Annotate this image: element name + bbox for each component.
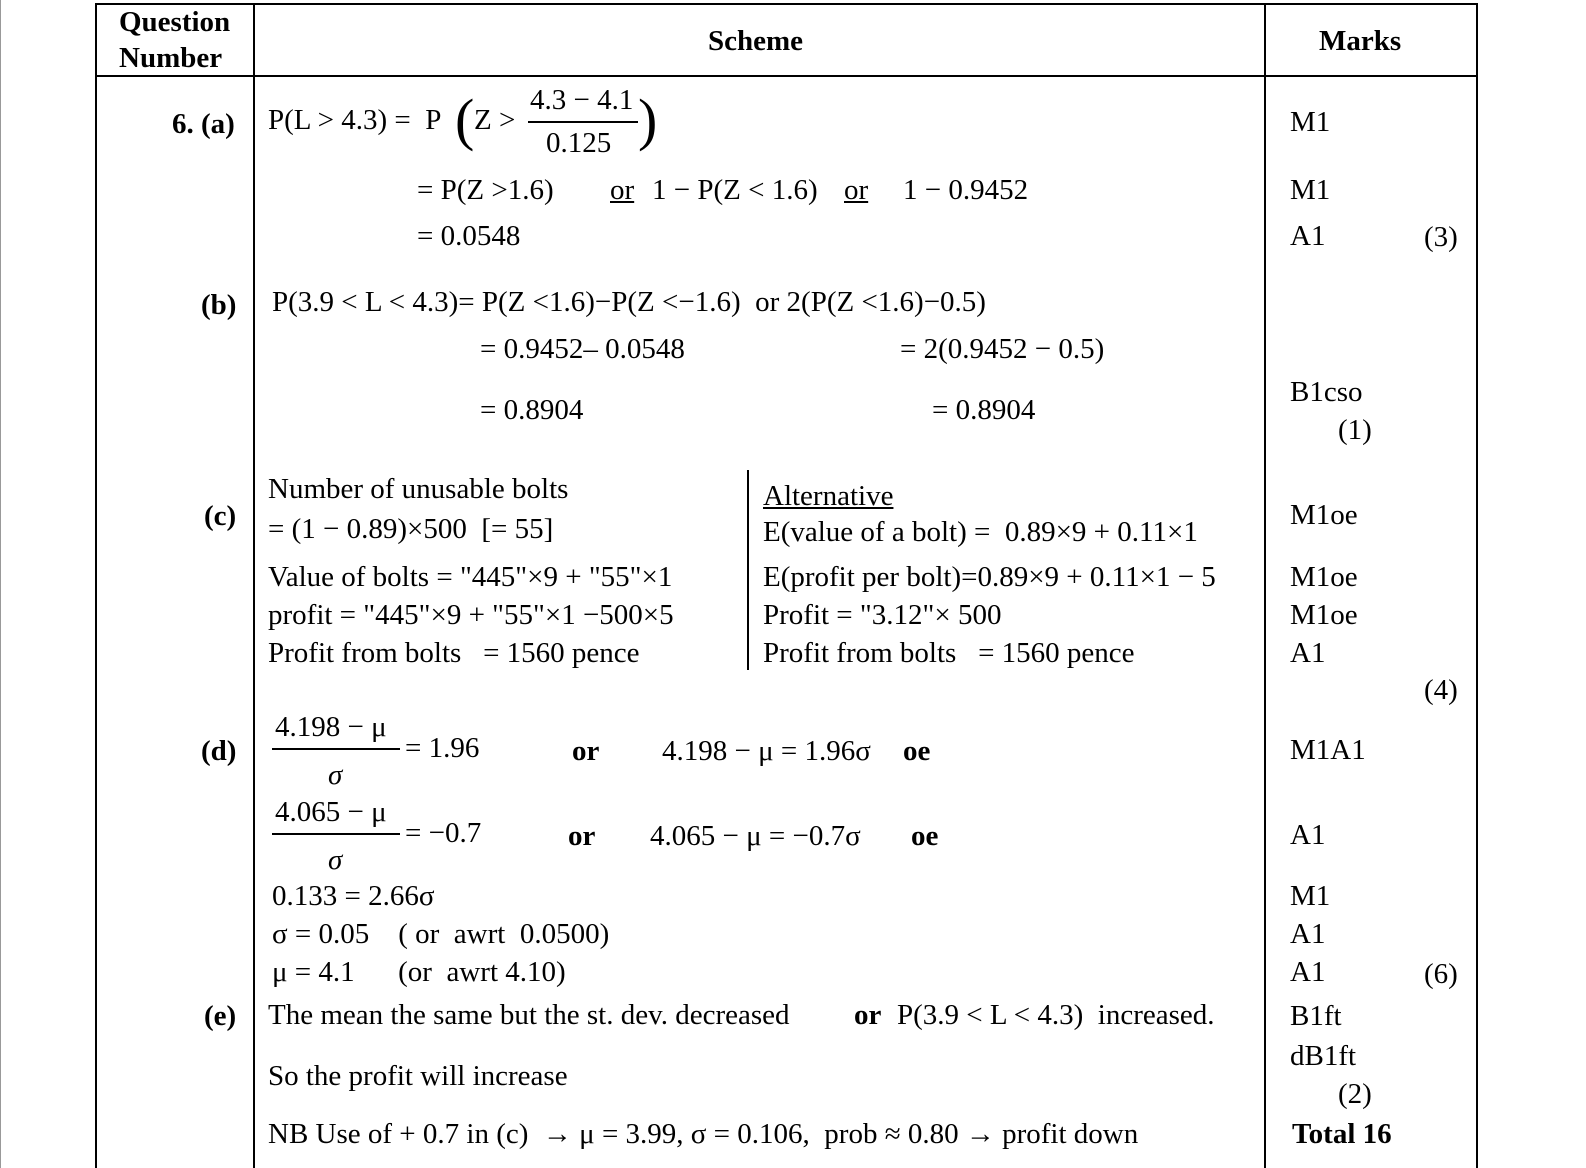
a-line2-part3: 1 − 0.9452 bbox=[903, 174, 1029, 206]
a-line1-lhs: P(L > 4.3) = P bbox=[268, 104, 442, 136]
c-left-line-2: = (1 − 0.89)×500 [= 55] bbox=[268, 513, 554, 545]
header-question-number-2: Number bbox=[119, 42, 223, 74]
a-line2-or1: or bbox=[610, 174, 635, 206]
b-line3-left: = 0.8904 bbox=[480, 394, 584, 426]
a-fraction-bar bbox=[528, 121, 638, 123]
e-line1-a: The mean the same but the st. dev. decreased bbox=[268, 999, 790, 1031]
c-mark-3: M1oe bbox=[1290, 599, 1358, 631]
d-alt-2: 4.065 − μ = −0.7σ bbox=[650, 820, 861, 852]
column-divider-1 bbox=[253, 3, 255, 1168]
a-open-paren: ( bbox=[455, 87, 475, 152]
e-line1-b: P(3.9 < L < 4.3) increased. bbox=[897, 999, 1215, 1031]
a-mark-2: M1 bbox=[1290, 174, 1331, 206]
c-left-line-1: Number of unusable bolts bbox=[268, 473, 569, 505]
d-alt-1: 4.198 − μ = 1.96σ bbox=[662, 735, 871, 767]
b-line2-right: = 2(0.9452 − 0.5) bbox=[900, 333, 1105, 365]
a-fraction-denominator: 0.125 bbox=[546, 127, 612, 159]
d-mark-3: M1 bbox=[1290, 880, 1331, 912]
c-right-line-4: Profit from bolts = 1560 pence bbox=[763, 637, 1135, 669]
a-line3: = 0.0548 bbox=[417, 220, 521, 252]
d-mark-4: A1 bbox=[1290, 918, 1326, 950]
c-right-line-2: E(profit per bolt)=0.89×9 + 0.11×1 − 5 bbox=[763, 561, 1216, 593]
header-bottom-border bbox=[95, 75, 1478, 77]
d-total: (6) bbox=[1424, 958, 1458, 990]
b-line1: P(3.9 < L < 4.3)= P(Z <1.6)−P(Z <−1.6) or 2(P(Z <1.6)−0.5) bbox=[272, 286, 986, 318]
d-fraction2-rhs: = −0.7 bbox=[405, 817, 482, 849]
c-mark-1: M1oe bbox=[1290, 499, 1358, 531]
c-left-line-3: Value of bolts = "445"×9 + "55"×1 bbox=[268, 561, 673, 593]
d-line4: σ = 0.05 ( or awrt 0.0500) bbox=[272, 918, 610, 950]
c-right-line-1: E(value of a bolt) = 0.89×9 + 0.11×1 bbox=[763, 516, 1198, 548]
d-fraction1-bar bbox=[272, 748, 400, 750]
a-line2-part2: 1 − P(Z < 1.6) bbox=[652, 174, 818, 206]
a-fraction-numerator: 4.3 − 4.1 bbox=[530, 84, 634, 116]
d-fraction2-bar bbox=[272, 833, 400, 835]
table-top-border bbox=[95, 3, 1478, 5]
part-c-label: (c) bbox=[204, 500, 237, 532]
a-line2-or2: or bbox=[844, 174, 869, 206]
e-line2: So the profit will increase bbox=[268, 1060, 568, 1092]
d-oe-2: oe bbox=[911, 820, 939, 852]
d-line3: 0.133 = 2.66σ bbox=[272, 880, 435, 912]
d-mark-2: A1 bbox=[1290, 819, 1326, 851]
page-left-edge bbox=[0, 0, 1, 1168]
d-fraction2-numerator: 4.065 − μ bbox=[275, 796, 387, 828]
e-nb-line: NB Use of + 0.7 in (c) → μ = 3.99, σ = 0.106, prob ≈ 0.80 → profit down bbox=[268, 1118, 1139, 1150]
c-total: (4) bbox=[1424, 674, 1458, 706]
part-a-label: 6. (a) bbox=[172, 108, 235, 140]
d-line5: μ = 4.1 (or awrt 4.10) bbox=[272, 956, 566, 988]
b-total: (1) bbox=[1338, 414, 1372, 446]
d-fraction1-denominator: σ bbox=[328, 759, 343, 791]
a-close-paren: ) bbox=[638, 87, 658, 152]
e-mark-2: dB1ft bbox=[1290, 1040, 1357, 1072]
b-line2-left: = 0.9452– 0.0548 bbox=[480, 333, 685, 365]
c-alternative-divider bbox=[747, 470, 749, 670]
d-or-1: or bbox=[572, 735, 600, 767]
header-marks: Marks bbox=[1319, 25, 1402, 57]
c-left-line-4: profit = "445"×9 + "55"×1 −500×5 bbox=[268, 599, 674, 631]
b-mark-1: B1cso bbox=[1290, 376, 1363, 408]
d-fraction2-denominator: σ bbox=[328, 844, 343, 876]
header-scheme: Scheme bbox=[708, 25, 804, 57]
table-right-border bbox=[1476, 3, 1478, 1168]
part-d-label: (d) bbox=[201, 735, 237, 767]
c-right-line-3: Profit = "3.12"× 500 bbox=[763, 599, 1002, 631]
d-oe-1: oe bbox=[903, 735, 931, 767]
e-total: (2) bbox=[1338, 1078, 1372, 1110]
c-alternative-heading: Alternative bbox=[763, 480, 894, 512]
b-line3-right: = 0.8904 bbox=[932, 394, 1036, 426]
c-left-line-5: Profit from bolts = 1560 pence bbox=[268, 637, 640, 669]
a-mark-1: M1 bbox=[1290, 106, 1331, 138]
d-fraction1-numerator: 4.198 − μ bbox=[275, 711, 387, 743]
a-mark-3: A1 bbox=[1290, 220, 1326, 252]
grand-total: Total 16 bbox=[1292, 1118, 1392, 1150]
d-fraction1-rhs: = 1.96 bbox=[405, 732, 480, 764]
c-mark-2: M1oe bbox=[1290, 561, 1358, 593]
c-mark-4: A1 bbox=[1290, 637, 1326, 669]
d-or-2: or bbox=[568, 820, 596, 852]
e-line1-or: or bbox=[854, 999, 882, 1031]
d-mark-5: A1 bbox=[1290, 956, 1326, 988]
e-mark-1: B1ft bbox=[1290, 1000, 1342, 1032]
table-left-border bbox=[95, 3, 97, 1168]
a-total: (3) bbox=[1424, 221, 1458, 253]
column-divider-2 bbox=[1264, 3, 1266, 1168]
header-question-number: Question bbox=[119, 6, 231, 38]
part-b-label: (b) bbox=[201, 289, 237, 321]
part-e-label: (e) bbox=[204, 1000, 237, 1032]
a-line1-z: Z > bbox=[474, 104, 516, 136]
a-line2-part1: = P(Z >1.6) bbox=[417, 174, 554, 206]
d-mark-1: M1A1 bbox=[1290, 734, 1366, 766]
